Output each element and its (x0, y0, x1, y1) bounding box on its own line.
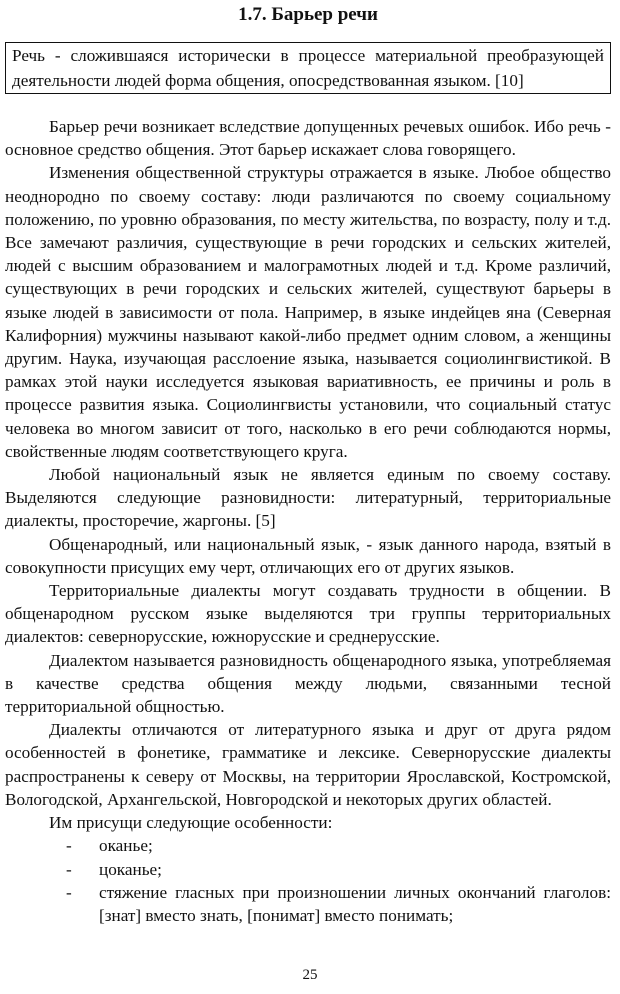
features-list (5, 834, 611, 927)
paragraph-features-intro: Им присущи следующие особенности: (49, 813, 333, 833)
paragraph-social-structure: Изменения общественной структуры отражается в языке. Любое общество неоднородно по своему составу: люди различаются по своему социальному положению, по уровню образования, по месту жительства, по возрасту, полу и т.д. Все замечают различия, существующие в речи городских и сельских жителей, людей с высшим образованием и малограмотных людей и т.д. Кроме различий, существующих в речи городских и сельских жителей, существуют барьеры в языке людей в зависимости от пола. Например, в языке индейцев яна (Северная Калифорния) мужчины называют какой-либо предмет одним словом, а женщины другим. Наука, изучающая расслоение языка, называется социолингвистикой. В рамках этой науки исследуется языковая вариативность, ее причины и роль в процессе развития языка. Социолингвисты установили, что социальный статус человека во многом зависит от того, насколько в его речи соблюдаются нормы, свойственные людям соответствующего круга. (5, 163, 611, 461)
list-marker: - (66, 836, 72, 856)
page-number: 25 (302, 967, 318, 983)
paragraph-territorial-dialects: Территориальные диалекты могут создавать трудности в общении. В общенародном русском языке выделяются три группы территориальных диалектов: севернорусские, южнорусские и среднерусские. (5, 581, 611, 647)
list-item (66, 858, 611, 881)
section-title: 1.7. Барьер речи (238, 4, 378, 25)
list-item-text: цоканье; (99, 859, 162, 879)
list-marker: - (66, 859, 72, 879)
list-marker: - (66, 882, 72, 902)
list-item (66, 834, 611, 857)
body-text (5, 115, 611, 927)
paragraph-dialect-differences: Диалекты отличаются от литературного языка и друг от друга рядом особенностей в фонетике, грамматике и лексике. Севернорусские диалекты распространены к северу от Москвы, на территории Ярославской, Костромской, Вологодской, Архангельской, Новгородской и некоторых других областей. (5, 720, 611, 809)
definition-box: Речь - сложившаяся исторически в процессе материальной преобразующей деятельности людей форма общения, опосредствованная языком. [10] (5, 42, 611, 94)
paragraph-national-language: Любой национальный язык не является единым по своему составу. Выделяются следующие разновидности: литературный, территориальные диалекты, просторечие, жаргоны. [5] (5, 465, 611, 531)
list-item-text: оканье; (99, 836, 153, 856)
list-item (66, 881, 611, 927)
paragraph-speech-barrier: Барьер речи возникает вследствие допущенных речевых ошибок. Ибо речь - основное средство общения. Этот барьер искажает слова говорящего. (5, 117, 611, 160)
paragraph-dialect-definition: Диалектом называется разновидность общенародного языка, употребляемая в качестве средства общения между людьми, связанными тесной территориальной общностью. (5, 650, 611, 717)
paragraph-common-language: Общенародный, или национальный язык, - язык данного народа, взятый в совокупности присущих ему черт, отличающих его от других языков. (5, 534, 611, 577)
list-item-text: стяжение гласных при произношении личных окончаний глаголов: [знат] вместо знать, [понимат] вместо понимать; (99, 882, 611, 925)
